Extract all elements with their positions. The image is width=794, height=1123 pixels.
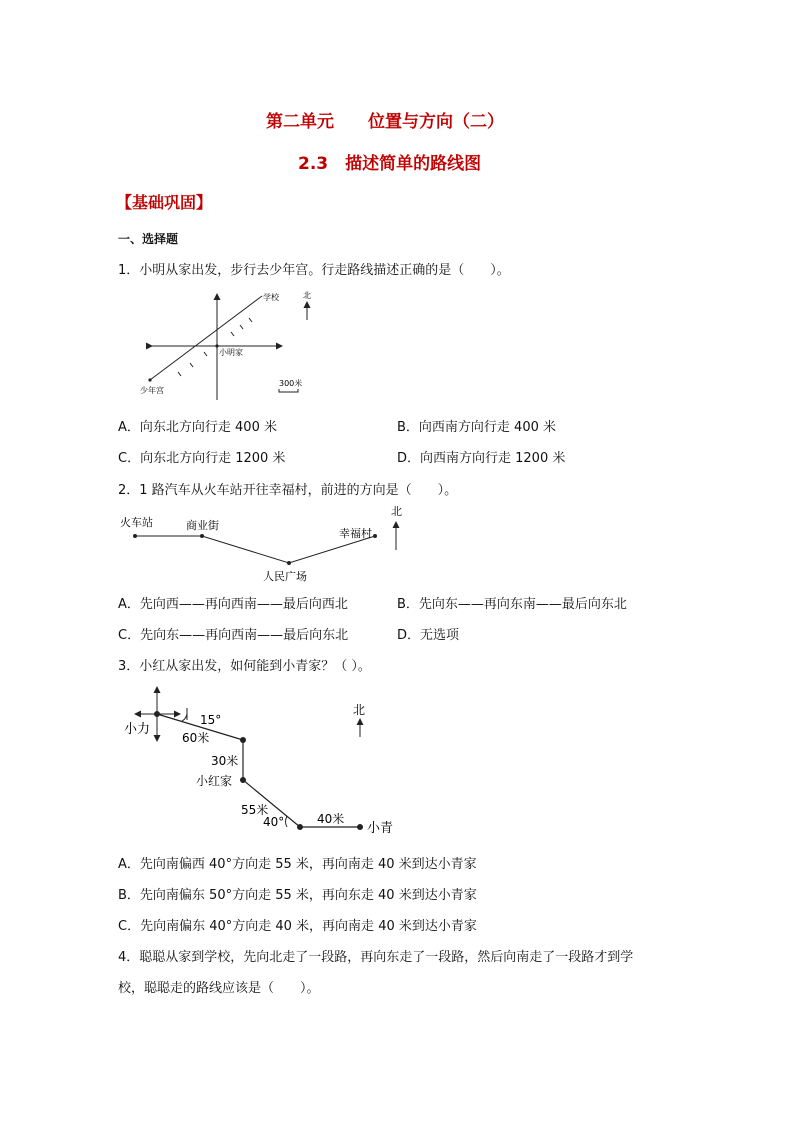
q1-option-c: C．向东北方向行走 1200 米 <box>118 451 286 466</box>
street-label: 商业街 <box>186 519 219 532</box>
school-label: 学校 <box>263 293 279 302</box>
q1-option-b: B．向西南方向行走 400 米 <box>397 420 556 435</box>
xiaohong-home-label: 小红家 <box>196 774 233 788</box>
dist-60-label: 60米 <box>182 731 210 745</box>
route-line <box>150 296 262 380</box>
village-label: 幸福村 <box>339 527 372 540</box>
angle-40-label: 40° <box>263 815 285 829</box>
q3-option-a: A．先向南偏西 40°方向走 55 米，再向南走 40 米到达小青家 <box>118 857 477 872</box>
q2-option-a: A．先向西——再向西南——最后向西北 <box>118 597 348 612</box>
station-label: 火车站 <box>120 516 153 529</box>
q3-option-b: B．先向南偏东 50°方向走 55 米，再向东走 40 米到达小青家 <box>118 888 477 903</box>
dist-40-label: 40米 <box>317 812 345 826</box>
q2-option-c: C．先向东——再向西南——最后向东北 <box>118 628 349 643</box>
north-label: 北 <box>303 291 311 300</box>
question-2-stem: 2．1 路汽车从火车站开往幸福村，前进的方向是（ ）。 <box>118 483 458 498</box>
question-1-stem: 1．小明从家出发，步行去少年宫。行走路线描述正确的是（ ）。 <box>118 263 510 278</box>
q2-option-d: D．无选项 <box>397 628 460 643</box>
q1-option-d: D．向西南方向行走 1200 米 <box>397 451 566 466</box>
unit-title: 第二单元 位置与方向（二） <box>266 112 504 132</box>
dist-55-label: 55米 <box>241 803 269 817</box>
section-label: 【基础巩固】 <box>116 193 213 212</box>
question-3-figure <box>120 682 410 842</box>
dist-30-label: 30米 <box>211 754 239 768</box>
question-1-figure <box>140 288 340 403</box>
north-label-2: 北 <box>391 505 402 518</box>
part-heading: 一、选择题 <box>118 232 179 246</box>
q1-option-a: A．向东北方向行走 400 米 <box>118 420 277 435</box>
q3-option-c: C．先向南偏东 40°方向走 40 米，再向南走 40 米到达小青家 <box>118 919 477 934</box>
q2-option-b: B．先向东——再向东南——最后向东北 <box>397 597 627 612</box>
question-2-figure <box>110 500 410 590</box>
lesson-title: 2.3 描述简单的路线图 <box>298 154 482 174</box>
question-4-stem-line1: 4．聪聪从家到学校，先向北走了一段路，再向东走了一段路，然后向南走了一段路才到学 <box>118 950 634 965</box>
bus-route-line <box>135 536 375 563</box>
xiaoqing-label: 小青 <box>367 821 394 836</box>
home-label: 小明家 <box>219 348 243 357</box>
angle-15-label: 15° <box>200 713 222 727</box>
north-label-3: 北 <box>353 703 366 717</box>
question-4-stem-line2: 校，聪聪走的路线应该是（ ）。 <box>118 981 320 996</box>
palace-label: 少年宫 <box>140 386 164 395</box>
xiaoli-label: 小力 <box>124 722 151 737</box>
question-3-stem: 3．小红从家出发，如何能到小青家？（ ）。 <box>118 659 371 674</box>
scale-label: 300米 <box>279 379 303 388</box>
square-label: 人民广场 <box>263 570 307 583</box>
